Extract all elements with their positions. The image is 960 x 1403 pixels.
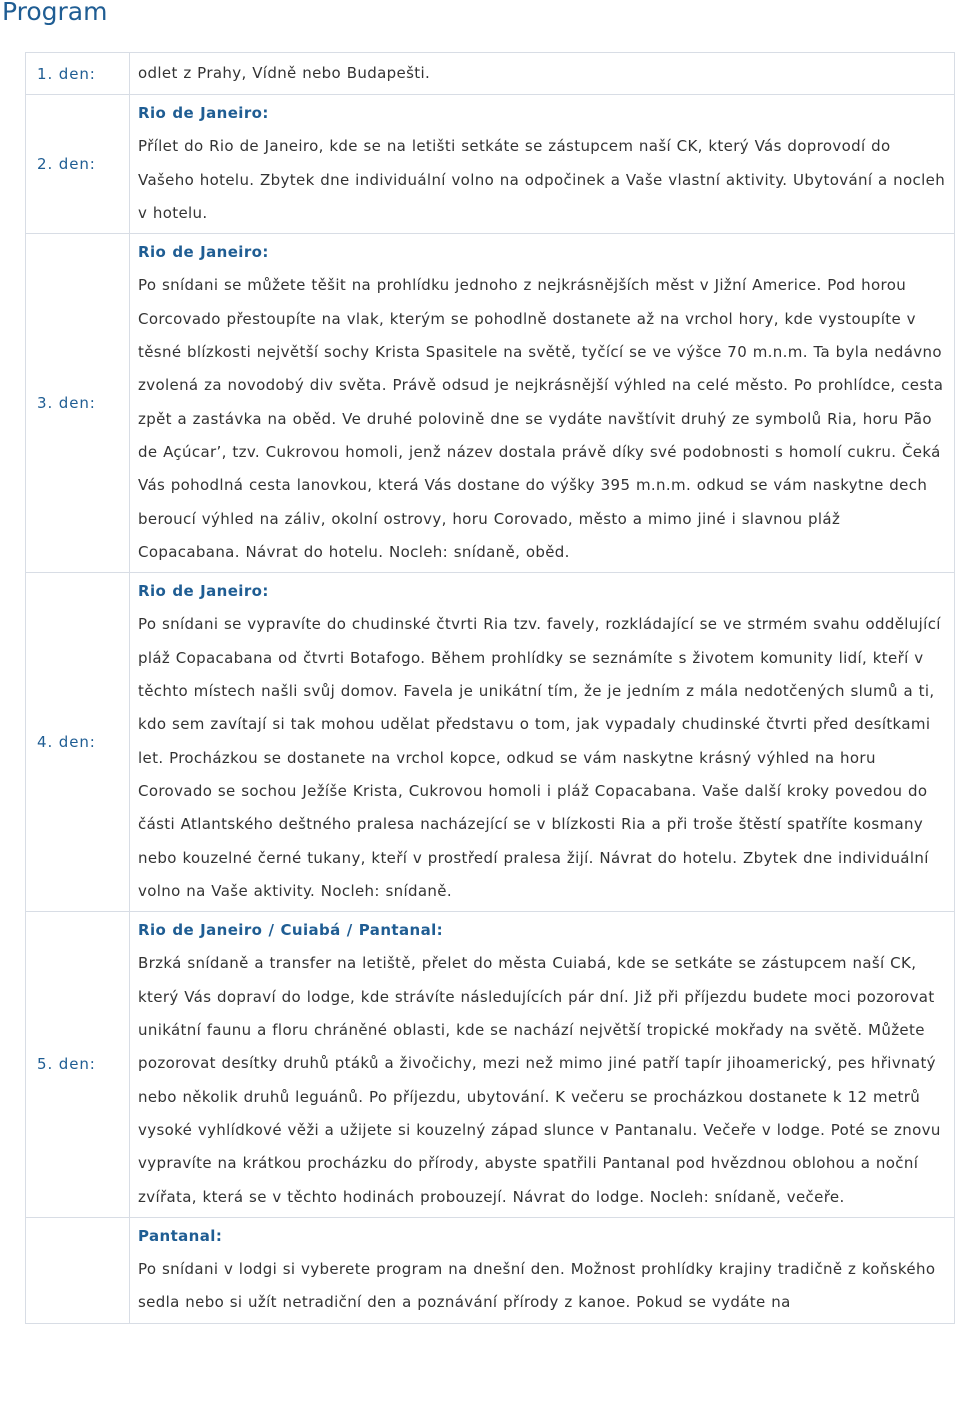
day-row-3 <box>26 234 955 573</box>
day-row-1 <box>26 53 955 95</box>
day-label: 4. den: <box>26 573 130 912</box>
day-location: Pantanal: <box>138 1226 223 1245</box>
day-description-cell <box>130 234 955 573</box>
day-description: Přílet do Rio de Janeiro, kde se na letišti setkáte se zástupcem naší CK, který Vás doprovodí do Vašeho hotelu. Zbytek dne individuální volno na odpočinek a Vaše vlastní aktivity. Ubytování a nocleh v hotelu. <box>138 137 946 222</box>
day-location: Rio de Janeiro: <box>138 243 269 262</box>
day-description: Po snídani se můžete těšit na prohlídku jednoho z nejkrásnějších měst v Jižní Americe. Pod horou Corcovado přestoupíte na vlak, kterým se pohodlně dostanete až na vrchol hory, kde vystoupíte v těsné blízkosti největší sochy Krista Spasitele na světě, tyčící se ve výšce 70 m.n.m. Ta byla nedávno zvolená za novodobý div světa. Právě odsud je nejkrásnější výhled na celé město. Po prohlídce, cesta zpět a zastávka na oběd. Ve druhé polovině dne se vydáte navštívit druhý ze symbolů Ria, horu Pão de Açúcar’, tzv. Cukrovou homoli, jenž název dostala právě díky své podobnosti s homolí cukru. Čeká Vás pohodlná cesta lanovkou, která Vás dostane do výšky 395 m.n.m. odkud se vám naskytne dech beroucí výhled na záliv, okolní ostrovy, horu Corovado, město a mimo jiné i slavnou pláž Copacabana. Návrat do hotelu. Nocleh: snídaně, oběd. <box>138 276 944 561</box>
day-location: Rio de Janeiro / Cuiabá / Pantanal: <box>138 921 444 940</box>
day-label: 2. den: <box>26 95 130 234</box>
day-label: 1. den: <box>26 53 130 95</box>
day-description-cell <box>130 573 955 912</box>
day-label <box>26 1217 130 1323</box>
day-label: 3. den: <box>26 234 130 573</box>
day-row-4 <box>26 573 955 912</box>
day-description-cell <box>130 1217 955 1323</box>
day-row-2 <box>26 95 955 234</box>
day-location: Rio de Janeiro: <box>138 104 269 122</box>
day-description-cell <box>130 912 955 1218</box>
day-description-cell <box>130 53 955 95</box>
day-location: Rio de Janeiro: <box>138 582 269 601</box>
day-description: Brzká snídaně a transfer na letiště, přelet do města Cuiabá, kde se setkáte se zástupcem naší CK, který Vás dopraví do lodge, kde strávíte následujících pár dní. Již při příjezdu budete moci pozorovat unikátní faunu a floru chráněné oblasti, kde se nachází největší tropické mokřady na světě. Můžete pozorovat desítky druhů ptáků a živočichy, mezi než mimo jiné patří tapír jihoamerický, pes hřivnatý nebo několik druhů leguánů. Po příjezdu, ubytování. K večeru se procházkou dostanete k 12 metrů vysoké vyhlídkové věži a užijete si kouzelný západ slunce v Pantanalu. Večeře v lodge. Poté se znovu vypravíte na krátkou procházku do přírody, abyste spatřili Pantanal pod hvězdnou oblohou a noční zvířata, která se v těchto hodinách probouzejí. Návrat do lodge. Nocleh: snídaně, večeře. <box>138 954 941 1206</box>
day-label: 5. den: <box>26 912 130 1218</box>
page-title: Program <box>2 0 108 26</box>
day-description: Po snídani v lodgi si vyberete program na dnešní den. Možnost prohlídky krajiny tradičně z koňského sedla nebo si užít netradiční den a poznávání přírody z kanoe. Pokud se vydáte na <box>138 1260 936 1312</box>
day-description: Po snídani se vypravíte do chudinské čtvrti Ria tzv. favely, rozkládající se ve strmém svahu oddělující pláž Copacabana od čtvrti Botafogo. Během prohlídky se seznámíte s životem komunity lidí, kteří v těchto místech našli svůj domov. Favela je unikátní tím, že je jedním z mála nedotčených slumů a ti, kdo sem zavítají si tak mohou udělat představu o tom, jak vypadaly chudinské čtvrti před desítkami let. Procházkou se dostanete na vrchol kopce, odkud se vám naskytne krásný výhled na horu Corovado se sochou Ježíše Krista, Cukrovou homoli i pláž Copacabana. Vaše další kroky povedou do části Atlantského deštného pralesa nacházející se v blízkosti Ria a při troše štěstí spatříte kosmany nebo kouzelné černé tukany, kteří v prostředí pralesa žijí. Návrat do hotelu. Zbytek dne individuální volno na Vaše aktivity. Nocleh: snídaně. <box>138 615 941 900</box>
day-row-5 <box>26 912 955 1218</box>
program-table <box>25 52 955 1324</box>
day-description: odlet z Prahy, Vídně nebo Budapešti. <box>138 64 431 82</box>
day-description-cell <box>130 95 955 234</box>
day-row-6 <box>26 1217 955 1323</box>
